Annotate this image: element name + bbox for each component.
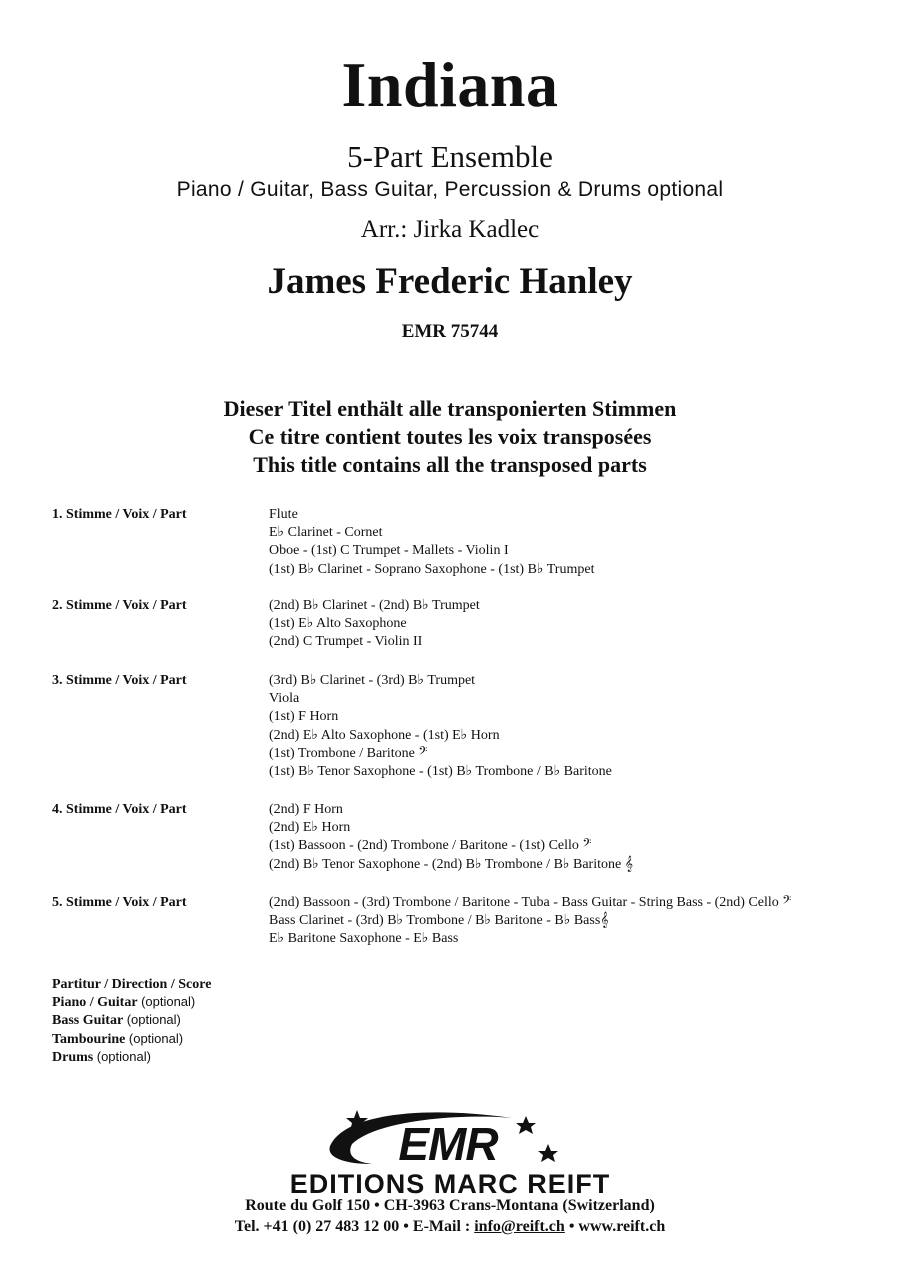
extra-item [52,1030,211,1048]
part-3-list [269,672,612,781]
part-5-list [269,894,791,949]
part-line: E♭ Baritone Saxophone - E♭ Bass [269,931,459,947]
part-line: (1st) Trombone / Baritone 𝄢 [269,745,428,761]
subtitle: 5-Part Ensemble [347,139,553,174]
logo-star-icon [538,1144,558,1162]
extra-item [52,976,211,993]
part-4-list [269,801,633,874]
arranger: Arr.: Jirka Kadlec [360,216,540,243]
extra-name: Drums [52,1049,94,1065]
part-1-label: 1. Stimme / Voix / Part [52,507,187,522]
extra-name: Bass Guitar [52,1013,124,1029]
contact-prefix: Tel. +41 (0) 27 483 12 00 • E-Mail : [234,1218,475,1235]
extra-note: (optional) [126,1012,181,1028]
composer: James Frederic Hanley [267,261,633,302]
notice-english: This title contains all the transposed parts [253,452,647,477]
part-line: E♭ Clarinet - Cornet [269,525,383,541]
title: Indiana [341,49,559,120]
part-line: (2nd) C Trumpet - Violin II [269,634,423,650]
notice-french: Ce titre contient toutes les voix transposées [248,424,652,449]
publisher-address: Route du Golf 150 • CH-3963 Crans-Montana (Switzerland) [245,1197,655,1214]
part-line: (1st) B♭ Tenor Saxophone - (1st) B♭ Trombone / B♭ Baritone [269,764,612,780]
part-line: (2nd) E♭ Horn [269,820,351,836]
extra-note: (optional) [96,1048,151,1064]
part-2-list [269,597,480,652]
part-line: (3rd) B♭ Clarinet - (3rd) B♭ Trumpet [269,673,476,688]
publisher-contact [0,1218,900,1236]
extra-note: (optional) [141,994,196,1010]
extra-item [52,1011,211,1029]
part-2-label: 2. Stimme / Voix / Part [52,598,187,613]
part-line: (1st) E♭ Alto Saxophone [269,616,407,632]
part-line: Oboe - (1st) C Trumpet - Mallets - Violin I [269,543,509,559]
part-line: (1st) Bassoon - (2nd) Trombone / Baritone - (1st) Cello 𝄢 [269,838,592,854]
part-line: (1st) B♭ Clarinet - Soprano Saxophone - (1st) B♭ Trumpet [269,561,595,577]
logo-star-icon [516,1116,536,1134]
extra-item [52,993,211,1011]
notice-german: Dieser Titel enthält alle transponierten Stimmen [223,396,677,421]
part-1-list [269,506,594,579]
part-line: (2nd) B♭ Tenor Saxophone - (2nd) B♭ Trombone / B♭ Baritone 𝄞 [269,856,633,872]
part-line: (2nd) B♭ Clarinet - (2nd) B♭ Trumpet [269,598,480,613]
part-4-label: 4. Stimme / Voix / Part [52,802,187,817]
logo-emr-text: EMR [398,1118,498,1170]
extra-item [52,1048,211,1066]
extra-note: (optional) [128,1030,184,1046]
part-line: (2nd) E♭ Alto Saxophone - (1st) E♭ Horn [269,727,500,743]
part-line: (2nd) F Horn [269,802,343,817]
extra-name: Piano / Guitar [52,995,138,1011]
extra-name: Tambourine [52,1031,126,1047]
additional-parts [52,976,211,1066]
part-line: Bass Clarinet - (3rd) B♭ Trombone / B♭ Baritone - B♭ Bass𝄞 [269,913,609,929]
email-link[interactable]: info@reift.ch [474,1218,565,1235]
part-line: (2nd) Bassoon - (3rd) Trombone / Baritone - Tuba - Bass Guitar - String Bass - (2nd) Cello 𝄢 [269,895,792,910]
catalog-number: EMR 75744 [401,321,499,342]
publisher-logo [0,1104,900,1196]
extra-name: Partitur / Direction / Score [52,977,212,992]
part-line: Viola [269,691,300,707]
part-5-label: 5. Stimme / Voix / Part [52,895,187,910]
part-line: Flute [269,507,298,522]
publisher-name: EDITIONS MARC REIFT [289,1169,611,1196]
part-line: (1st) F Horn [269,709,339,725]
part-3-label: 3. Stimme / Voix / Part [52,673,187,688]
contact-suffix: • www.reift.ch [564,1218,666,1235]
instrumentation: Piano / Guitar, Bass Guitar, Percussion & Drums optional [176,178,724,201]
